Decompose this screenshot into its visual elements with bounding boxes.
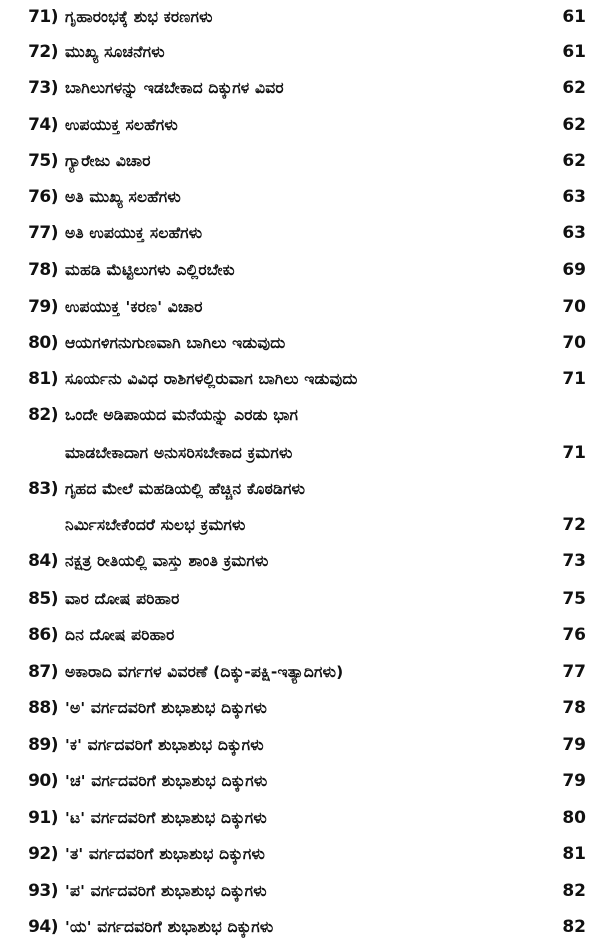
- toc-entry-title: ದಿನ ದೋಷ ಪರಿಹಾರ: [65, 626, 175, 644]
- toc-entry-page: 70: [562, 297, 586, 317]
- toc-entry-title: ಗ್ಯಾರೇಜು ವಿಚಾರ: [65, 152, 151, 170]
- toc-line: [0, 546, 600, 576]
- toc-entry-title: ಒಂದೇ ಅಡಿಪಾಯದ ಮನೆಯನ್ನು ಎರಡು ಭಾಗ: [65, 406, 299, 424]
- toc-entry-page: 76: [562, 625, 586, 645]
- toc-entry-number: 80): [28, 333, 58, 353]
- toc-line: [0, 657, 600, 687]
- toc-line: [0, 146, 600, 176]
- toc-entry-title: 'ಪ' ವರ್ಗದವರಿಗೆ ಶುಭಾಶುಭ ದಿಕ್ಕುಗಳು: [65, 882, 267, 900]
- toc-entry-title: 'ಅ' ವರ್ಗದವರಿಗೆ ಶುಭಾಶುಭ ದಿಕ್ಕುಗಳು: [65, 699, 268, 717]
- toc-line: [0, 584, 600, 614]
- toc-entry-title: ಮಹಡಿ ಮೆಟ್ಟಿಲುಗಳು ಎಲ್ಲಿರಬೇಕು: [65, 261, 235, 279]
- toc-line: [0, 693, 600, 723]
- toc-entry-title: 'ಯ' ವರ್ಗದವರಿಗೆ ಶುಭಾಶುಭ ದಿಕ್ಕುಗಳು: [65, 918, 274, 936]
- toc-entry-title: 'ಕ' ವರ್ಗದವರಿಗೆ ಶುಭಾಶುಭ ದಿಕ್ಕುಗಳು: [65, 736, 264, 754]
- toc-line: [0, 328, 600, 358]
- toc-line: [0, 510, 600, 540]
- toc-entry-number: 71): [28, 7, 58, 27]
- toc-entry-page: 62: [562, 78, 586, 98]
- toc-entry-page: 79: [562, 771, 586, 791]
- toc-entry-page: 72: [562, 515, 586, 535]
- toc-entry-page: 82: [562, 881, 586, 901]
- toc-entry-page: 62: [562, 151, 586, 171]
- toc-entry-title: ನಿರ್ಮಿಸಬೇಕೆಂದರೆ ಸುಲಭ ಕ್ರಮಗಳು: [65, 516, 246, 534]
- toc-entry-page: 63: [562, 223, 586, 243]
- toc-line: [0, 37, 600, 67]
- toc-entry-title: 'ಚ' ವರ್ಗದವರಿಗೆ ಶುಭಾಶುಭ ದಿಕ್ಕುಗಳು: [65, 772, 268, 790]
- toc-entry-title: ಅತಿ ಉಪಯುಕ್ತ ಸಲಹೆಗಳು: [65, 224, 203, 242]
- toc-entry-number: 76): [28, 187, 58, 207]
- toc-line: [0, 803, 600, 833]
- toc-line: [0, 474, 600, 504]
- toc-entry-number: 82): [28, 405, 58, 425]
- toc-entry-number: 79): [28, 297, 58, 317]
- toc-entry-page: 62: [562, 115, 586, 135]
- toc-entry-title: ಸೂರ್ಯನು ವಿವಿಧ ರಾಶಿಗಳಲ್ಲಿರುವಾಗ ಬಾಗಿಲು ಇಡುವುದು: [65, 370, 358, 388]
- toc-entry-number: 91): [28, 808, 58, 828]
- toc-entry-number: 87): [28, 662, 58, 682]
- toc-entry-title: ವಾರ ದೋಷ ಪರಿಹಾರ: [65, 590, 180, 608]
- toc-entry-page: 82: [562, 917, 586, 937]
- toc-entry-number: 81): [28, 369, 58, 389]
- toc-entry-page: 61: [562, 42, 586, 62]
- toc-entry-number: 74): [28, 115, 58, 135]
- toc-line: [0, 438, 600, 468]
- toc-entry-page: 80: [562, 808, 586, 828]
- toc-line: [0, 73, 600, 103]
- toc-entry-title: ಅಕಾರಾದಿ ವರ್ಗಗಳ ವಿವರಣೆ (ದಿಕ್ಕು-ಪಕ್ಷಿ-ಇತ್ಯಾದಿಗಳು): [65, 663, 344, 681]
- toc-line: [0, 292, 600, 322]
- toc-entry-number: 75): [28, 151, 58, 171]
- toc-entry-number: 78): [28, 260, 58, 280]
- toc-entry-page: 69: [562, 260, 586, 280]
- toc-entry-title: ಉಪಯುಕ್ತ 'ಕರಣ' ವಿಚಾರ: [65, 298, 203, 316]
- toc-line: [0, 876, 600, 906]
- toc-entry-page: 78: [562, 698, 586, 718]
- toc-entry-title: ಗೃಹಾರಂಭಕ್ಕೆ ಶುಭ ಕರಣಗಳು: [65, 8, 213, 26]
- toc-entry-page: 75: [562, 589, 586, 609]
- toc-entry-number: 89): [28, 735, 58, 755]
- toc-entry-number: 77): [28, 223, 58, 243]
- toc-entry-title: ಮಾಡಬೇಕಾದಾಗ ಅನುಸರಿಸಬೇಕಾದ ಕ್ರಮಗಳು: [65, 444, 293, 462]
- toc-entry-page: 79: [562, 735, 586, 755]
- toc-line: [0, 620, 600, 650]
- toc-entry-title: ಆಯಗಳಿಗನುಗುಣವಾಗಿ ಬಾಗಿಲು ಇಡುವುದು: [65, 334, 286, 352]
- toc-line: [0, 110, 600, 140]
- toc-entry-page: 71: [562, 443, 586, 463]
- toc-entry-number: 72): [28, 42, 58, 62]
- toc-line: [0, 912, 600, 942]
- toc-entry-page: 73: [562, 551, 586, 571]
- toc-entry-page: 61: [562, 7, 586, 27]
- toc-line: [0, 2, 600, 32]
- toc-entry-title: ಮುಖ್ಯ ಸೂಚನೆಗಳು: [65, 43, 165, 61]
- toc-entry-title: ನಕ್ಷತ್ರ ರೀತಿಯಲ್ಲಿ ವಾಸ್ತು ಶಾಂತಿ ಕ್ರಮಗಳು: [65, 552, 269, 570]
- toc-entry-page: 71: [562, 369, 586, 389]
- toc-entry-number: 84): [28, 551, 58, 571]
- toc-entry-page: 63: [562, 187, 586, 207]
- toc-entry-number: 86): [28, 625, 58, 645]
- toc-line: [0, 400, 600, 430]
- toc-entry-number: 93): [28, 881, 58, 901]
- toc-entry-number: 85): [28, 589, 58, 609]
- toc-line: [0, 218, 600, 248]
- toc-entry-title: ಉಪಯುಕ್ತ ಸಲಹೆಗಳು: [65, 116, 178, 134]
- toc-entry-title: ಅತಿ ಮುಖ್ಯ ಸಲಹೆಗಳು: [65, 188, 181, 206]
- toc-line: [0, 255, 600, 285]
- toc-entry-page: 81: [562, 844, 586, 864]
- toc-line: [0, 364, 600, 394]
- toc-line: [0, 730, 600, 760]
- toc-line: [0, 839, 600, 869]
- toc-line: [0, 766, 600, 796]
- toc-entry-number: 83): [28, 479, 58, 499]
- toc-entry-title: ಬಾಗಿಲುಗಳನ್ನು ಇಡಬೇಕಾದ ದಿಕ್ಕುಗಳ ವಿವರ: [65, 79, 284, 97]
- toc-entry-number: 73): [28, 78, 58, 98]
- toc-entry-number: 88): [28, 698, 58, 718]
- toc-entry-number: 90): [28, 771, 58, 791]
- toc-entry-title: ಗೃಹದ ಮೇಲೆ ಮಹಡಿಯಲ್ಲಿ ಹೆಚ್ಚಿನ ಕೊಠಡಿಗಳು: [65, 480, 306, 498]
- toc-entry-title: 'ಟ' ವರ್ಗದವರಿಗೆ ಶುಭಾಶುಭ ದಿಕ್ಕುಗಳು: [65, 809, 267, 827]
- toc-entry-page: 70: [562, 333, 586, 353]
- toc-entry-page: 77: [562, 662, 586, 682]
- toc-entry-number: 92): [28, 844, 58, 864]
- toc-entry-title: 'ತ' ವರ್ಗದವರಿಗೆ ಶುಭಾಶುಭ ದಿಕ್ಕುಗಳು: [65, 845, 266, 863]
- toc-line: [0, 182, 600, 212]
- toc-entry-number: 94): [28, 917, 58, 937]
